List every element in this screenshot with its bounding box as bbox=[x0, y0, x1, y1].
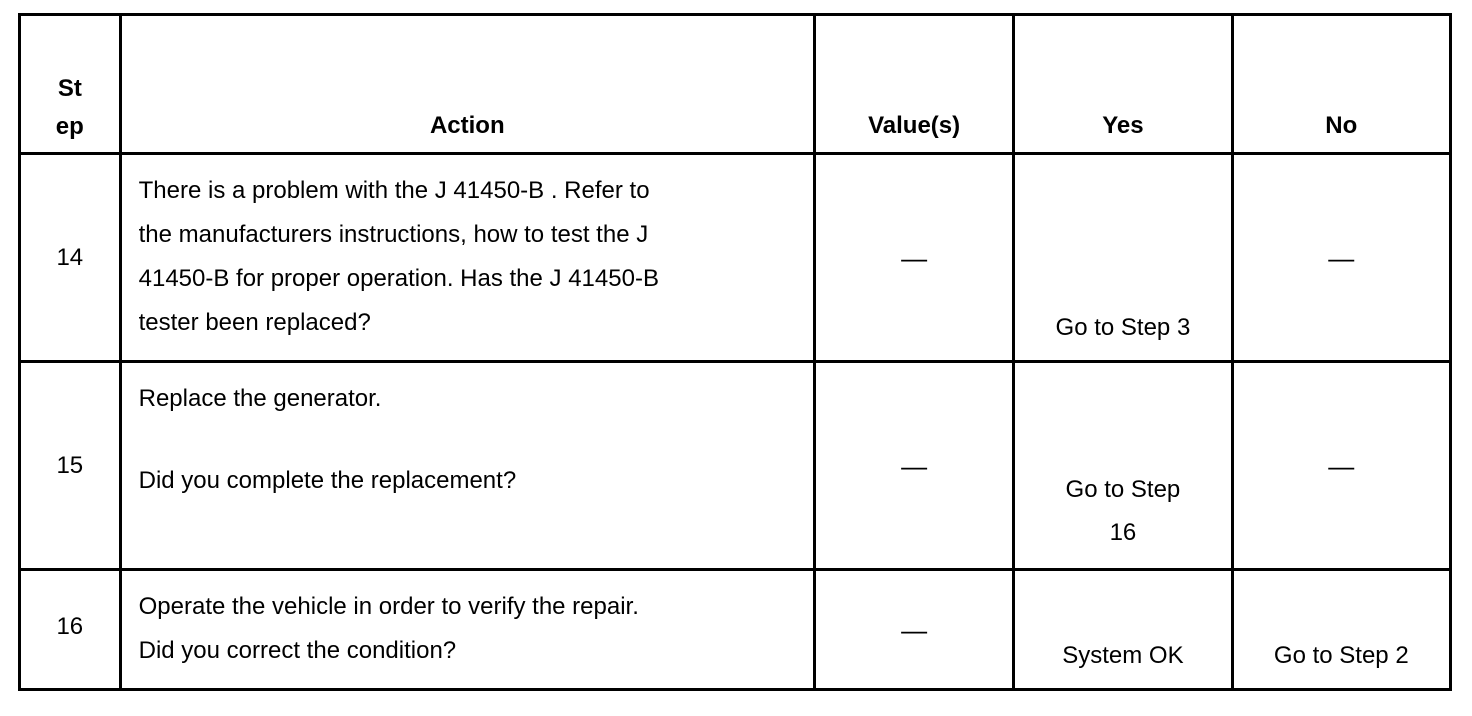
action-line: Did you complete the replacement? bbox=[138, 467, 517, 494]
action-text bbox=[120, 362, 814, 570]
step-number: 16 bbox=[20, 570, 121, 690]
header-step bbox=[20, 15, 121, 154]
action-line: Operate the vehicle in order to verify the repair. bbox=[138, 593, 639, 620]
no-cell: — bbox=[1232, 154, 1450, 362]
table-row bbox=[20, 154, 1451, 362]
no-cell: Go to Step 2 bbox=[1232, 570, 1450, 690]
action-line: Did you correct the condition? bbox=[138, 637, 457, 664]
yes-cell: Go to Step 3 bbox=[1014, 154, 1232, 362]
paragraph-gap bbox=[139, 421, 803, 459]
header-step-line2: ep bbox=[55, 113, 84, 140]
action-line: There is a problem with the J 41450-B . Refer to bbox=[138, 177, 650, 204]
header-action: Action bbox=[120, 15, 814, 154]
action-line: 41450-B for proper operation. Has the J 41450-B bbox=[138, 265, 659, 292]
action-text bbox=[120, 570, 814, 690]
action-line: tester been replaced? bbox=[138, 309, 371, 336]
action-line: Replace the generator. bbox=[138, 385, 382, 412]
value-cell: — bbox=[814, 570, 1013, 690]
header-values: Value(s) bbox=[814, 15, 1013, 154]
yes-line: Go to Step bbox=[1065, 476, 1181, 503]
table-row bbox=[20, 362, 1451, 570]
value-cell: — bbox=[814, 154, 1013, 362]
step-number: 15 bbox=[20, 362, 121, 570]
value-cell: — bbox=[814, 362, 1013, 570]
yes-line: 16 bbox=[1109, 519, 1137, 546]
yes-cell: System OK bbox=[1014, 570, 1232, 690]
step-number: 14 bbox=[20, 154, 121, 362]
header-yes: Yes bbox=[1014, 15, 1232, 154]
no-cell: — bbox=[1232, 362, 1450, 570]
diagnostic-table bbox=[18, 13, 1452, 691]
header-no: No bbox=[1232, 15, 1450, 154]
action-line: the manufacturers instructions, how to test the J bbox=[138, 221, 649, 248]
table-row bbox=[20, 570, 1451, 690]
header-row bbox=[20, 15, 1451, 154]
action-text bbox=[120, 154, 814, 362]
header-step-line1: St bbox=[57, 75, 82, 102]
yes-cell bbox=[1014, 362, 1232, 570]
